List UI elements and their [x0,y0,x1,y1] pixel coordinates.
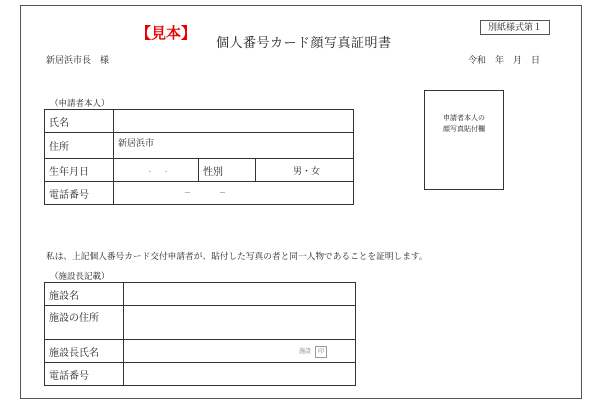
certification-statement: 私は、上記個人番号カード交付申請者が、貼付した写真の者と同一人物であることを証明します。 [46,252,428,262]
phone-input[interactable]: － － [114,182,354,205]
photo-attach-box[interactable] [424,90,504,190]
applicant-table [44,109,354,205]
date-field[interactable]: 令和 年 月 日 [468,56,541,66]
document-title: 個人番号カード顔写真証明書 [216,36,392,51]
gender-label: 性別 [199,159,256,182]
seal-text: 施設 [298,347,311,355]
table-row [45,133,354,159]
director-name-input[interactable] [124,340,356,363]
dob-input[interactable]: . . [114,159,199,182]
name-label: 氏名 [45,110,114,133]
table-row [45,306,356,340]
photo-box-line1: 申請者本人の [443,114,485,122]
facility-name-label: 施設名 [45,283,124,306]
facility-table [44,282,356,386]
table-row [45,182,354,205]
seal-mark: 印 [315,346,327,358]
applicant-section-label: （申請者本人） [50,99,110,109]
address-label: 住所 [45,133,114,159]
addressee: 新居浜市長 様 [46,56,110,66]
table-row [45,283,356,306]
table-row [45,110,354,133]
facility-name-input[interactable] [124,283,356,306]
facility-phone-label: 電話番号 [45,363,124,386]
phone-label: 電話番号 [45,182,114,205]
form-number-label: 別紙様式第１ [480,20,550,35]
dob-label: 生年月日 [45,159,114,182]
gender-select[interactable]: 男・女 [256,159,354,182]
address-input[interactable]: 新居浜市 [114,133,354,159]
table-row [45,340,356,363]
sample-mark: 【見本】 [136,24,197,42]
facility-address-input[interactable] [124,306,356,340]
table-row [45,159,354,182]
facility-address-label: 施設の住所 [45,306,124,340]
photo-box-line2: 顔写真貼付欄 [443,125,485,133]
facility-section-label: （施設長記載） [50,272,110,282]
name-input[interactable] [114,110,354,133]
facility-phone-input[interactable] [124,363,356,386]
director-name-label: 施設長氏名 [45,340,124,363]
table-row [45,363,356,386]
